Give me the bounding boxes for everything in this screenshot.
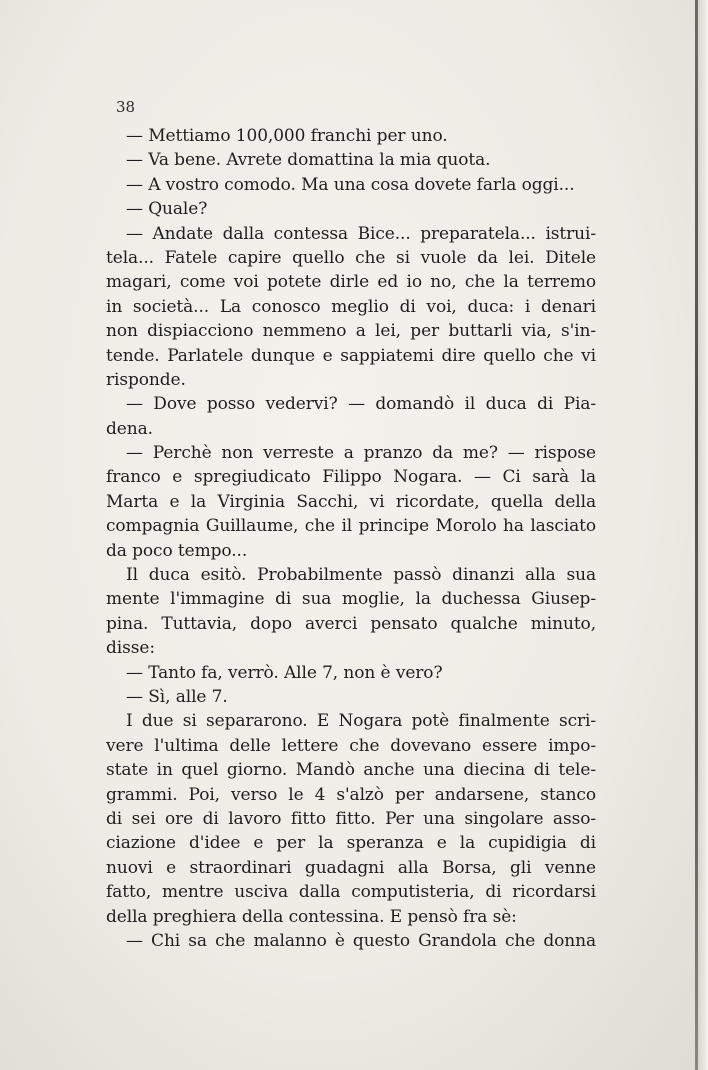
text-line: Il duca esitò. Probabilmente passò dinanzi alla sua [126, 565, 596, 586]
text-line: risponde. [106, 369, 186, 390]
page-number: 38 [116, 98, 136, 116]
text-line: — Andate dalla contessa Bice... preparatela... istrui- [126, 223, 596, 244]
text-line: non dispiacciono nemmeno a lei, per buttarli via, s'in- [106, 321, 596, 342]
text-line: fatto, mentre usciva dalla computisteria, di ricordarsi [106, 882, 596, 903]
text-line: — Quale? [126, 199, 208, 220]
text-line: tende. Parlatele dunque e sappiatemi dire quello che vi [106, 345, 596, 366]
text-line: — Sì, alle 7. [126, 686, 228, 707]
text-line: mente l'immagine di sua moglie, la duchessa Giusep- [106, 589, 596, 610]
text-line: compagnia Guillaume, che il principe Morolo ha lasciato [106, 516, 596, 537]
text-line: della preghiera della contessina. E pensò fra sè: [106, 906, 517, 927]
text-line: tela... Fatele capire quello che si vuole da lei. Ditele [106, 247, 596, 268]
text-line: — Tanto fa, verrò. Alle 7, non è vero? [126, 662, 443, 683]
text-line: dena. [106, 418, 153, 439]
text-line: in società... La conosco meglio di voi, duca: i denari [106, 296, 596, 317]
text-line: — Perchè non verreste a pranzo da me? — rispose [126, 443, 596, 464]
text-line: — Va bene. Avrete domattina la mia quota. [126, 150, 491, 171]
text-line: ciazione d'idee e per la speranza e la cupidigia di [106, 833, 596, 854]
text-line: nuovi e straordinari guadagni alla Borsa, gli venne [106, 857, 596, 878]
text-line: magari, come voi potete dirle ed io no, che la terremo [106, 272, 596, 293]
text-line: disse: [106, 638, 155, 659]
text-line: vere l'ultima delle lettere che dovevano essere impo- [106, 735, 596, 756]
text-line: — Chi sa che malanno è questo Grandola che donna [126, 930, 596, 951]
text-line: Marta e la Virginia Sacchi, vi ricordate, quella della [106, 491, 596, 512]
text-line: state in quel giorno. Mandò anche una diecina di tele- [106, 760, 596, 781]
text-line: pina. Tuttavia, dopo averci pensato qualche minuto, [106, 613, 596, 634]
text-line: di sei ore di lavoro fitto fitto. Per una singolare asso- [106, 808, 596, 829]
text-line: I due si separarono. E Nogara potè finalmente scri- [126, 711, 596, 732]
text-line: — Dove posso vedervi? — domandò il duca di Pia- [126, 394, 596, 415]
text-line: — A vostro comodo. Ma una cosa dovete farla oggi... [126, 174, 575, 195]
page-edge-line [695, 0, 698, 1070]
body-text [106, 124, 596, 953]
text-line: — Mettiamo 100,000 franchi per uno. [126, 126, 448, 146]
page-edge-shade [698, 0, 708, 1070]
text-line: grammi. Poi, verso le 4 s'alzò per andarsene, stanco [106, 784, 596, 805]
text-line: franco e spregiudicato Filippo Nogara. — Ci sarà la [106, 467, 596, 488]
text-line: da poco tempo... [106, 540, 248, 561]
